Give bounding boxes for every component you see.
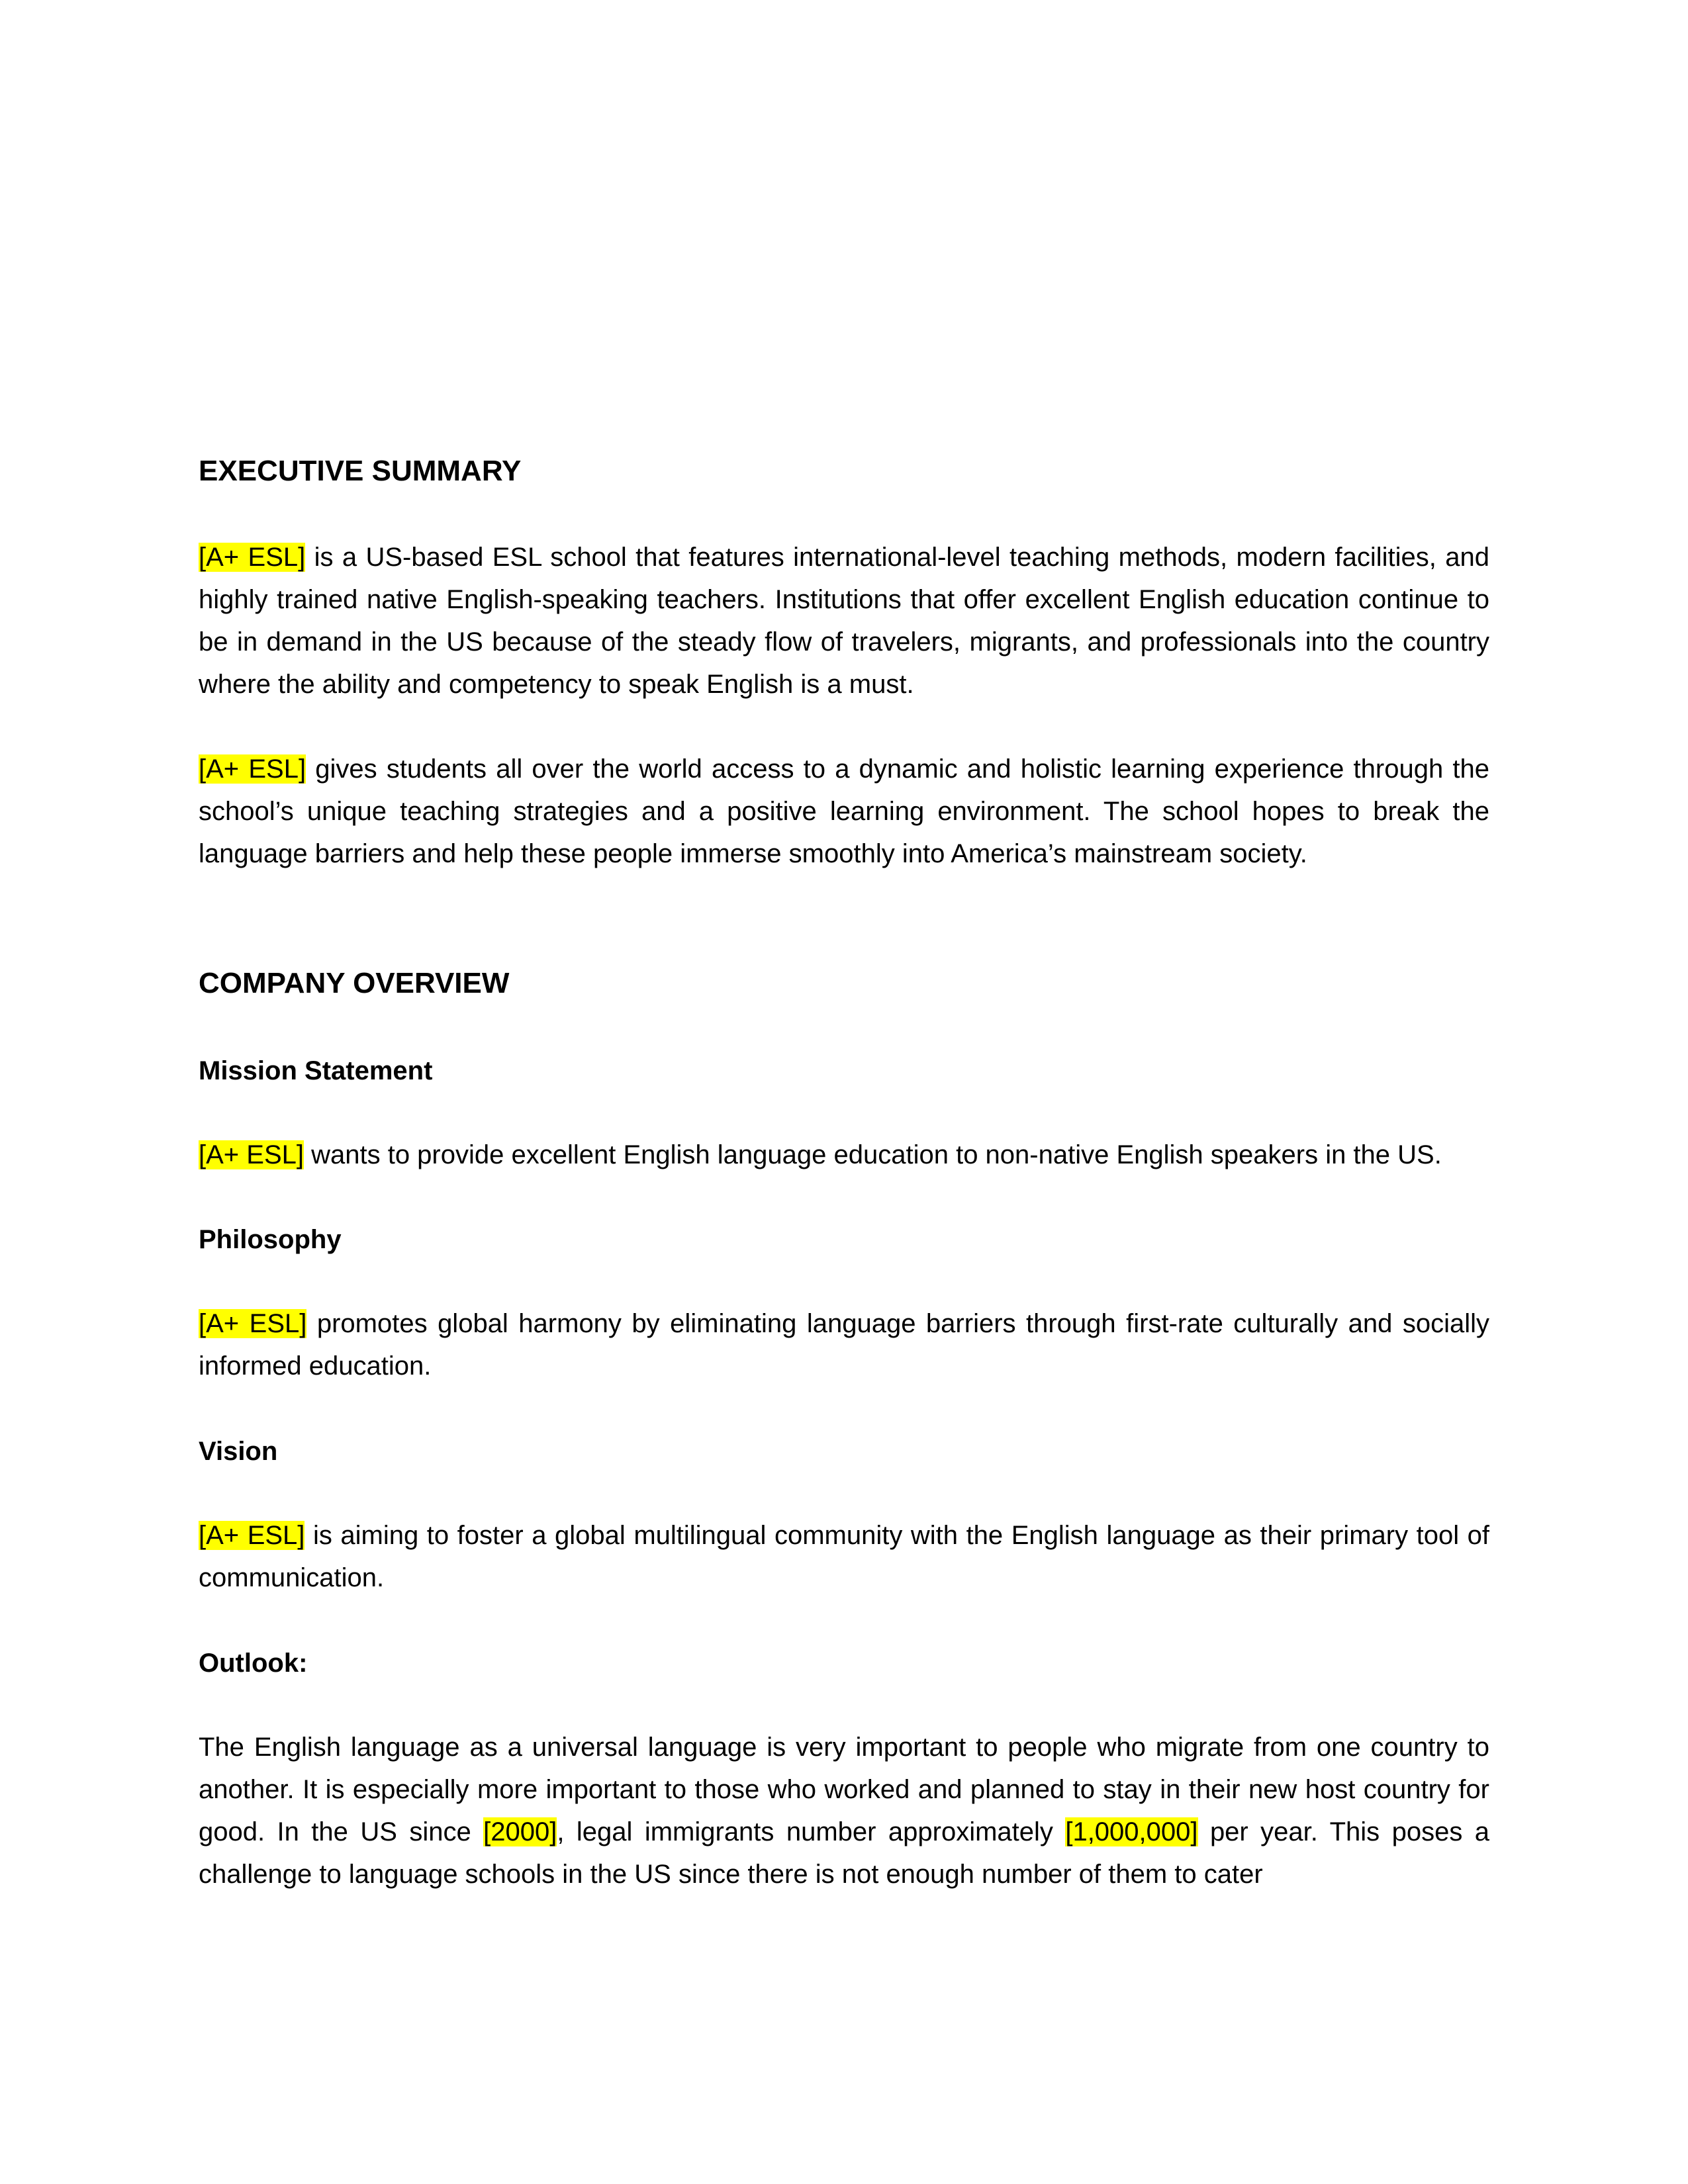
year-highlight: [2000]	[483, 1817, 557, 1846]
paragraph-text: promotes global harmony by eliminating language barriers through first-rate culturally and socially informed education.	[199, 1309, 1490, 1381]
company-overview-heading: COMPANY OVERVIEW	[199, 967, 510, 999]
paragraph-text: per year. This poses a challenge to language schools in the US since there is not enough number of them to cater	[199, 1817, 1489, 1889]
paragraph-text: wants to provide excellent English language education to non-native English speakers in the US.	[303, 1140, 1442, 1169]
paragraph-text: , legal immigrants number approximately	[557, 1817, 1066, 1846]
paragraph-text: The English language as a universal language is very important to people who migrate from one country to another. It is especially more important to those who worked and planned to stay in their new host country for good. In the US since	[199, 1733, 1489, 1846]
executive-summary-heading: EXECUTIVE SUMMARY	[199, 455, 522, 487]
immigrant-count-highlight: [1,000,000]	[1065, 1817, 1198, 1846]
paragraph-text: gives students all over the world access to a dynamic and holistic learning experience through the school’s unique teaching strategies and a positive learning environment. The school hopes to break the language barriers and help these people immerse smoothly into America’s mainstream society.	[199, 754, 1490, 868]
philosophy-paragraph	[199, 1302, 1489, 1387]
company-name-highlight: [A+ ESL]	[199, 1521, 305, 1550]
mission-statement-paragraph	[199, 1134, 1489, 1176]
paragraph-text: is aiming to foster a global multilingual community with the English language as their primary tool of communication.	[199, 1521, 1490, 1592]
paragraph-text: is a US-based ESL school that features international-level teaching methods, modern facilities, and highly trained native English-speaking teachers. Institutions that offer excellent English education continue to be in demand in the US because of the steady flow of travelers, migrants, and professionals into the country where the ability and competency to speak English is a must.	[199, 543, 1490, 699]
company-name-highlight: [A+ ESL]	[199, 1140, 304, 1169]
outlook-paragraph	[199, 1726, 1489, 1895]
executive-summary-paragraph-1	[199, 536, 1489, 705]
philosophy-label: Philosophy	[199, 1225, 342, 1254]
vision-label: Vision	[199, 1437, 278, 1466]
company-name-highlight: [A+ ESL]	[199, 1309, 307, 1338]
executive-summary-paragraph-2	[199, 748, 1489, 875]
vision-paragraph	[199, 1514, 1489, 1599]
mission-statement-label: Mission Statement	[199, 1056, 433, 1085]
company-name-highlight: [A+ ESL]	[199, 754, 306, 784]
company-name-highlight: [A+ ESL]	[199, 543, 306, 572]
outlook-label: Outlook:	[199, 1649, 308, 1678]
